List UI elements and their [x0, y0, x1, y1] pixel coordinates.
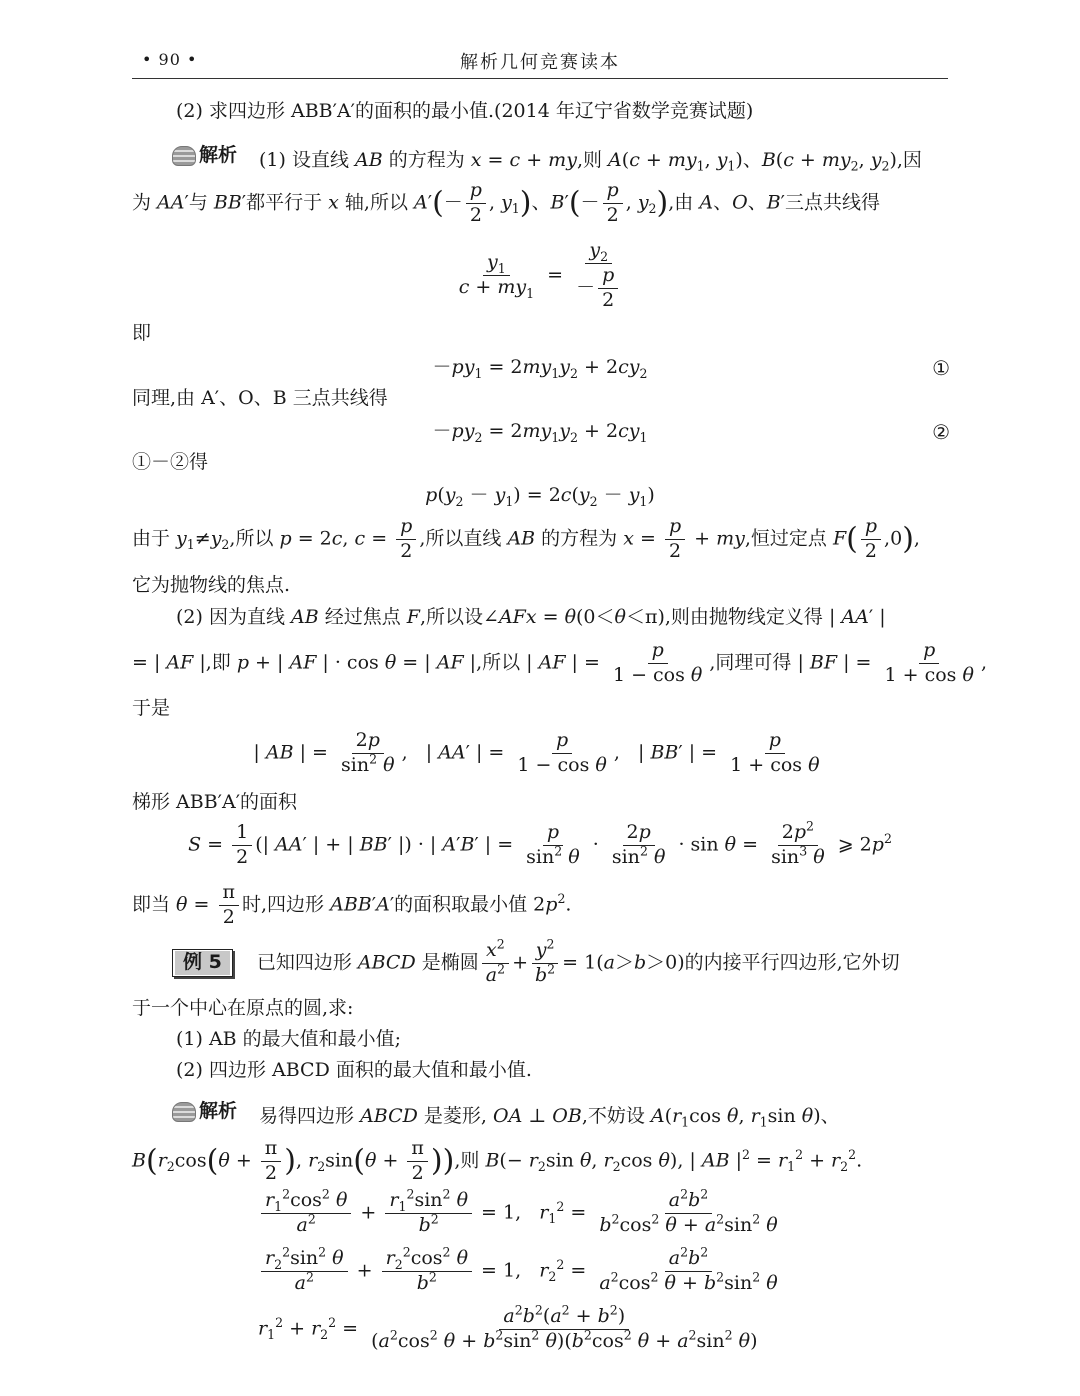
- equation-marker-1: ①: [932, 356, 950, 380]
- example-5-question-1: (1) AB 的最大值和最小值;: [176, 1028, 402, 1050]
- equation-r1: $\frac{r_1^2\cos^2 \theta}{a^2}$ + $\frac{r_1^2\sin^2 \theta}{b^2}$ = 1, $r_1^2$ = $\frac{a^2b^2}{b^2\cos^2 \theta + a^2\sin^2 \theta}$: [258, 1190, 785, 1237]
- equation-collinear: $\frac{y_1}{c + my_1}$ = $y_2$ － $\frac{p}{2}$: [132, 240, 948, 312]
- solution-label: 解析: [172, 144, 237, 168]
- solution-label-2: 解析: [172, 1100, 237, 1124]
- example-5-question-2: (2) 四边形 ABCD 面积的最大值和最小值.: [176, 1059, 532, 1081]
- equation-area: S = $\frac{1}{2}$ (| AA′ | + | BB′ |) · | A′B′ | = $\frac{p}{\sin^2 \theta}$ · $\frac{2p}{\sin^2 \theta}$ · sin θ = $\frac{2p^2}{\sin^3 \theta}$ ⩾ $2p^2$: [188, 818, 892, 868]
- text-minimum: 即当 θ = $\frac{\pi}{2}$ 时,四边形 ABB′A′的面积取最小值 $2p^2$.: [132, 881, 572, 928]
- page-number: • 90 •: [142, 50, 198, 69]
- example-5-line-1: 例 5 已知四边形 ABCD 是椭圆 $\frac{x^2}{a^2}$ + $\frac{y^2}{b^2}$ = 1(a＞b＞0)的内接平行四边形,它外切: [132, 940, 900, 987]
- text-since: 由于 $y_1\ne y_2$,所以 p = 2c, c = $\frac{p}{2}$ ,所以直线 AB 的方程为 x = $\frac{p}{2}$ + my,恒过定点 F( $\frac{p}{2}$ ,0),: [132, 515, 920, 562]
- equation-3: $p(y_2 - y_1) = 2c(y_2 - y_1)$: [425, 484, 655, 509]
- equation-r2: $\frac{r_2^2\sin^2 \theta}{a^2}$ + $\frac{r_2^2\cos^2 \theta}{b^2}$ = 1, $r_2^2$ = $\frac{a^2b^2}{a^2\cos^2 \theta + b^2\sin^2 \theta}$: [258, 1248, 785, 1295]
- text-focus: 它为抛物线的焦点.: [132, 574, 291, 596]
- text-trapezoid: 梯形 ABB′A′的面积: [132, 791, 298, 813]
- equation-2: $-py_2 = 2my_1y_2 + 2cy_1$: [432, 420, 648, 445]
- book-title: 解析几何竞赛读本: [460, 52, 620, 73]
- example-5-line-2: 于一个中心在原点的圆,求:: [132, 997, 354, 1019]
- text-part2-1: (2) 因为直线 AB 经过焦点 F,所以设∠AFx = θ(0＜θ＜π),则由抛物线定义得 | AA′ |: [176, 606, 886, 628]
- solution-line-1: 解析 (1) 设直线 AB 的方程为 x = c + my,则 $A(c + my_1$, $y_1$)、$B(c + my_2$, $y_2$),因: [132, 144, 922, 173]
- equation-1: $-py_1 = 2my_1y_2 + 2cy_2$: [432, 356, 648, 381]
- equation-sum: $r_1^2 + r_2^2$ = $\frac{a^2b^2(a^2 + b^2)}{(a^2\cos^2 \theta + b^2\sin^2 \theta)(b^2\cos^2 \theta + a^2\sin^2 \theta)}$: [258, 1302, 758, 1352]
- text-ji: 即: [132, 322, 152, 344]
- solution-2-line-2: $B(r_2\cos(\theta$ + $\frac{\pi}{2}$ ), $r_2\sin(\theta$ + $\frac{\pi}{2}$ )),则 $B(- r_2\sin$ θ, $r_2\cos$ θ), | AB $|^2 = r_1^2 + r_2^2$.: [132, 1137, 863, 1184]
- page-header: [132, 48, 948, 78]
- header-rule: [132, 78, 948, 79]
- text-part2-2: = | AF |,即 p + | AF | · cos θ = | AF |,所以 | AF | = $\frac{p}{\text{1 − cos θ}}$ ,同理可得 | BF | = $\frac{p}{\text{1 + cos θ}}$ ,: [132, 639, 987, 686]
- question-2: (2) 求四边形 ABB′A′的面积的最小值.(2014 年辽宁省数学竞赛试题): [176, 100, 754, 122]
- solution-line-2: 为 AA′与 BB′都平行于 x 轴,所以 A′(－ $\frac{p}{2}$ , $y_1$)、B′(－ $\frac{p}{2}$ , $y_2$),由 A、O、B′三点共线得: [132, 179, 880, 226]
- equation-lengths: | AB | = $\frac{2p}{\sin^2 \theta}$ , | AA′ | = $\frac{p}{\text{1 − cos θ}}$ , | BB′ | = $\frac{p}{\text{1 + cos θ}}$: [253, 729, 820, 776]
- equation-marker-2: ②: [932, 420, 950, 444]
- example-5-label: 例 5: [172, 949, 233, 977]
- solution-2-line-1: 解析 易得四边形 ABCD 是菱形, OA ⊥ OB,不妨设 $A(r_1\cos$ θ, $r_1\sin$ θ)、: [132, 1100, 840, 1129]
- text-difference: ①－②得: [132, 451, 209, 473]
- coin-stack-icon: [172, 146, 196, 166]
- text-same-reason: 同理,由 A′、O、B 三点共线得: [132, 387, 388, 409]
- text-yushi: 于是: [132, 697, 171, 719]
- coin-stack-icon: [172, 1102, 196, 1122]
